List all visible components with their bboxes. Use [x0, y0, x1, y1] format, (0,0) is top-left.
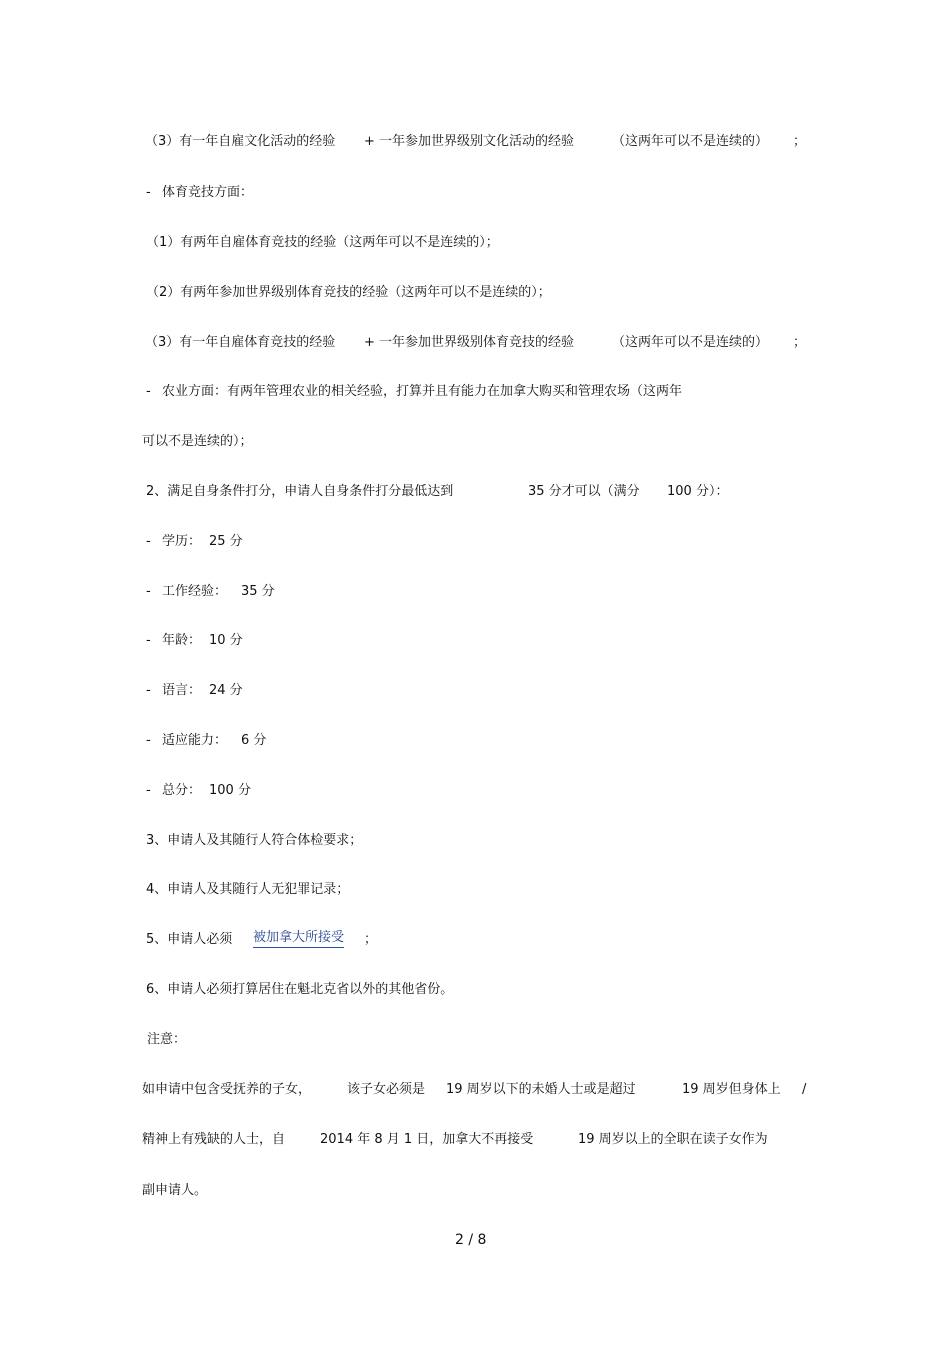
score-label: 工作经验：	[162, 584, 228, 599]
text-segment: 副申请人。	[142, 1183, 208, 1198]
score-value: 24 分	[209, 683, 243, 698]
note-line	[0, 1128, 950, 1152]
text-segment: （3）有一年自雇体育竞技的经验	[145, 335, 336, 350]
score-value: 100 分	[209, 783, 251, 798]
score-label: 学历：	[162, 534, 202, 549]
score-item	[0, 679, 950, 703]
text-segment: （2）有两年参加世界级别体育竞技的经验（这两年可以不是连续的）；	[146, 285, 551, 300]
bullet-dash: -	[146, 185, 151, 200]
text-segment: 2、满足自身条件打分，申请人自身条件打分最低达到	[146, 484, 454, 499]
score-label: 总分：	[162, 783, 202, 798]
bullet-dash: -	[146, 733, 151, 748]
score-item	[0, 629, 950, 653]
bullet-line	[0, 380, 950, 404]
bullet-dash: -	[146, 384, 151, 399]
bullet-dash: -	[146, 534, 151, 549]
text-segment: /	[802, 1082, 807, 1097]
bullet-dash: -	[146, 783, 151, 798]
score-item	[0, 729, 950, 753]
page-indicator: 2 / 8	[455, 1232, 487, 1248]
bullet-line	[0, 181, 950, 205]
text-segment: 6、申请人必须打算居住在魁北克省以外的其他省份。	[146, 982, 454, 997]
text-segment: ；	[793, 335, 807, 350]
text-segment: （1）有两年自雇体育竞技的经验（这两年可以不是连续的）；	[146, 235, 499, 250]
text-segment: （这两年可以不是连续的）	[612, 134, 769, 149]
text-segment: 体育竞技方面：	[162, 185, 254, 200]
score-label: 适应能力：	[162, 733, 228, 748]
paragraph-line	[0, 231, 950, 255]
bullet-dash: -	[146, 584, 151, 599]
note-line	[0, 1179, 950, 1203]
text-segment: 35 分才可以（满分	[528, 484, 640, 499]
bullet-dash: -	[146, 633, 151, 648]
page-number	[0, 1228, 950, 1252]
requirement-line	[0, 978, 950, 1002]
text-segment: 可以不是连续的）；	[142, 434, 253, 449]
score-label: 语言：	[162, 683, 202, 698]
score-label: 年龄：	[162, 633, 202, 648]
text-segment: 3、申请人及其随行人符合体检要求；	[146, 833, 363, 848]
text-segment: ；	[793, 134, 807, 149]
text-segment: + 一年参加世界级别体育竞技的经验	[364, 335, 575, 350]
text-segment: 100 分）：	[667, 484, 729, 499]
requirement-line	[0, 878, 950, 902]
score-value: 6 分	[241, 733, 267, 748]
text-segment: 19 周岁但身体上	[682, 1082, 781, 1097]
bullet-dash: -	[146, 683, 151, 698]
requirement-line	[0, 829, 950, 853]
text-segment: ；	[364, 932, 378, 947]
paragraph-line	[0, 480, 950, 504]
score-value: 10 分	[209, 633, 243, 648]
score-value: 35 分	[241, 584, 275, 599]
text-segment: 如申请中包含受抚养的子女，	[142, 1082, 312, 1097]
paragraph-line	[0, 331, 950, 355]
text-segment: 2014 年 8 月 1 日，加拿大不再接受	[320, 1132, 534, 1147]
text-segment: 注意：	[147, 1032, 187, 1047]
text-segment: + 一年参加世界级别文化活动的经验	[364, 134, 575, 149]
score-item	[0, 779, 950, 803]
text-segment: 5、申请人必须	[146, 932, 233, 947]
text-segment: 农业方面：有两年管理农业的相关经验，打算并且有能力在加拿大购买和管理农场（这两年	[162, 384, 683, 399]
note-heading	[0, 1028, 950, 1052]
text-segment: （这两年可以不是连续的）	[612, 335, 769, 350]
text-segment: 4、申请人及其随行人无犯罪记录；	[146, 882, 350, 897]
note-line	[0, 1078, 950, 1102]
paragraph-line	[0, 130, 950, 154]
score-item	[0, 530, 950, 554]
text-segment: 19 周岁以下的未婚人士或是超过	[446, 1082, 636, 1097]
score-item	[0, 580, 950, 604]
accepted-link[interactable]: 被加拿大所接受	[253, 928, 344, 948]
text-segment: （3）有一年自雇文化活动的经验	[145, 134, 336, 149]
text-segment: 精神上有残缺的人士，自	[142, 1132, 286, 1147]
paragraph-line	[0, 430, 950, 454]
score-value: 25 分	[209, 534, 243, 549]
text-segment: 19 周岁以上的全职在读子女作为	[578, 1132, 768, 1147]
requirement-line	[0, 928, 950, 952]
paragraph-line	[0, 281, 950, 305]
text-segment: 该子女必须是	[347, 1082, 426, 1097]
